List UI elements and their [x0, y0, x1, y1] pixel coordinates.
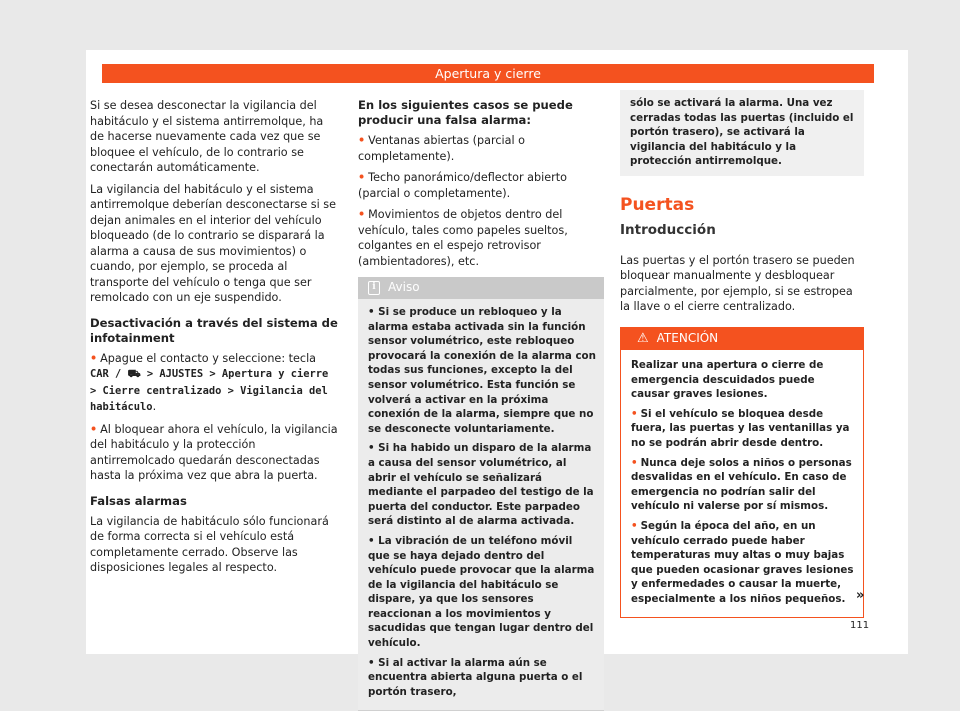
atencion-body — [621, 350, 863, 618]
list-item: • Nunca deje solos a niños o personas desvalidas en el vehículo. En caso de emergencia no podrían salir del vehículo ni valerse por sí mismos. — [631, 456, 852, 513]
bullet-icon: • — [631, 456, 638, 469]
section-title: Puertas — [620, 194, 695, 215]
subsection-title: Introducción — [620, 222, 716, 239]
atencion-header — [621, 328, 863, 350]
page-number: 111 — [850, 620, 870, 631]
paragraph: Las puertas y el portón trasero se pueden bloquear manualmente y desbloquear parcialmente, por ejemplo, si se estropea la llave o el cierre centralizado. — [620, 253, 855, 314]
aviso-title: Aviso — [388, 280, 420, 295]
info-icon: i — [368, 281, 380, 295]
column-left — [90, 98, 338, 582]
list-item: • Si el vehículo se bloquea desde fuera, las puertas y las ventanillas ya no se podrán abrir desde dentro. — [631, 407, 850, 449]
paragraph: La vigilancia de habitáculo sólo funcionará de forma correcta si el vehículo está completamente cerrado. Observe las disposiciones legales al respecto. — [90, 514, 329, 574]
list-item: • Movimientos de objetos dentro del vehículo, tales como papeles sueltos, colgantes en el espejo retrovisor (ambientadores), etc. — [358, 208, 568, 268]
bullet-icon: • — [631, 519, 638, 532]
bullet-icon: • — [631, 407, 638, 420]
list-item: • Apague el contacto y seleccione: tecla CAR / ⛟ > AJUSTES > Apertura y cierre > Cierre centralizado > Vigilancia del habitáculo. — [90, 351, 329, 413]
list-item: • Ventanas abiertas (parcial o completamente). — [358, 134, 525, 163]
paragraph: La vigilancia del habitáculo y el sistema antirremolque deberían desconectarse si se dejan animales en el interior del vehículo bloqueado (de lo contrario se disparará la alarma a causa de sus movimientos) o cuando, por ejemplo, se proceda al transporte del vehículo o tenga que ser remolcado con un eje suspendido. — [90, 182, 336, 304]
list-item: • La vibración de un teléfono móvil que se haya dejado dentro del vehículo puede provocar que la alarma de la vigilancia del habitáculo se dispare, ya que los sensores reaccionan a los movimientos y sacudidas que tengan lugar dentro del vehículo. — [368, 534, 595, 650]
manual-page — [86, 50, 908, 698]
list-item: • Si al activar la alarma aún se encuentra abierta alguna puerta o el portón trasero, — [368, 656, 583, 698]
menu-path: CAR / ⛟ > AJUSTES > Apertura y cierre > Cierre centralizado > Vigilancia del habitáculo — [90, 368, 329, 413]
list-item: • Si se produce un rebloqueo y la alarma estaba activada sin la función sensor volumétrico, este rebloqueo provocará la conexión de la alarma con todas sus funciones, excepto la del sensor volumétrico. Esta función se volverá a activar en la próxima conexión de la alarma, siempre que no se desconecte voluntariamente. — [368, 306, 596, 435]
warning-icon: ⚠ — [637, 331, 649, 347]
paragraph: Si se desea desconectar la vigilancia del habitáculo y el sistema antirremolque, ha de hacerse nuevamente cada vez que se bloquee el vehículo, de lo contrario se conectarán automáticamente. — [90, 99, 324, 174]
list-item: • Si ha habido un disparo de la alarma a causa del sensor volumétrico, al abrir el vehículo se señalizará mediante el parpadeo del testigo de la puerta del conductor. Este parpadeo será distinto al de alarma activada. — [368, 442, 594, 528]
bullet-icon: • — [358, 171, 366, 184]
list-item: • Al bloquear ahora el vehículo, la vigilancia del habitáculo y la protección antirremolcado quedarán desconectadas hasta la próxima vez que abra la puerta. — [90, 422, 338, 482]
heading-casos: En los siguientes casos se puede producir una falsa alarma: — [358, 98, 573, 127]
atencion-box — [620, 327, 864, 619]
column-middle — [358, 98, 604, 711]
bullet-icon: • — [90, 351, 98, 365]
continue-marker: » — [856, 588, 865, 603]
aviso-continuation: sólo se activará la alarma. Una vez cerradas todas las puertas (incluido el portón trasero), se activará la vigilancia del habitáculo y la protección antirremolque. — [620, 90, 864, 176]
atencion-title: ATENCIÓN — [656, 331, 719, 346]
paragraph: Realizar una apertura o cierre de emergencia descuidados puede causar graves lesiones. — [631, 358, 824, 401]
heading-falsas-alarmas: Falsas alarmas — [90, 493, 187, 508]
list-item: • Techo panorámico/deflector abierto (parcial o completamente). — [358, 171, 567, 200]
aviso-box — [358, 277, 604, 711]
list-item: • Según la época del año, en un vehículo cerrado puede haber temperaturas muy altas o muy bajas que pueden ocasionar graves lesiones y enfermedades o causar la muerte, especialmente a los niños pequeños. — [631, 519, 854, 605]
chapter-header — [102, 64, 874, 83]
column-right — [620, 98, 864, 618]
heading-desactivacion: Desactivación a través del sistema de infotainment — [90, 315, 338, 345]
bullet-icon: • — [358, 134, 366, 147]
bullet-icon: • — [90, 422, 98, 436]
aviso-header — [358, 277, 604, 299]
bullet-icon: • — [358, 208, 366, 221]
chapter-title: Apertura y cierre — [435, 66, 541, 81]
aviso-body — [358, 299, 604, 710]
